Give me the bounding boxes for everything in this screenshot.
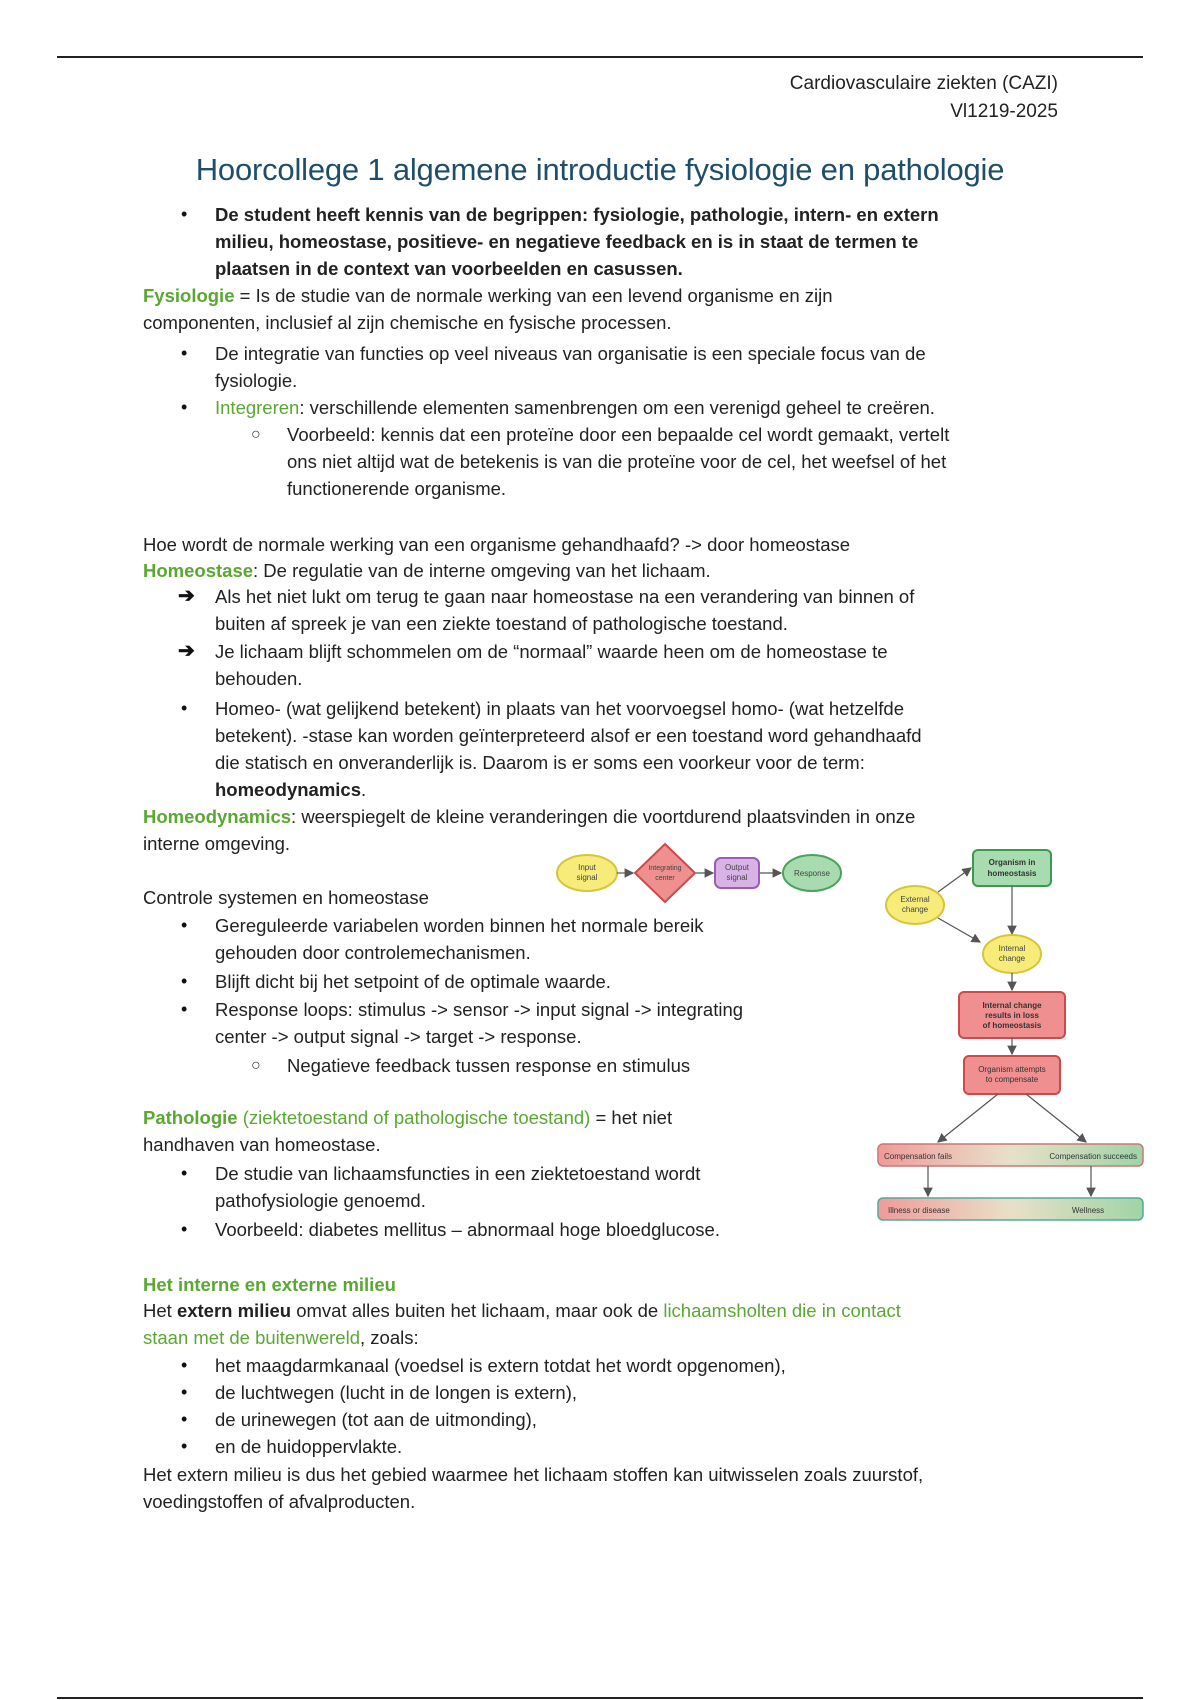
bullet-dot: •: [181, 698, 188, 718]
input-signal-label: signal: [576, 873, 598, 882]
pathologie-bullet-2: Voorbeeld: diabetes mellitus – abnormaal hoge bloedglucose.: [215, 1219, 720, 1240]
homeodynamics-bold: homeodynamics: [215, 779, 361, 800]
sub-bullet-circle: ○: [251, 426, 261, 443]
input-signal-label: Input: [578, 863, 596, 872]
wellness-label: Wellness: [1071, 1206, 1105, 1215]
bullet-dot: •: [181, 1436, 188, 1456]
flow-arrow: [938, 1094, 998, 1142]
bullet-dot: •: [181, 204, 188, 224]
milieu-heading: Het interne en externe milieu: [143, 1274, 396, 1295]
integrating-center-label: Integrating: [648, 865, 682, 872]
organism-label: homeostasis: [987, 869, 1037, 878]
bullet-dot: •: [181, 1355, 188, 1375]
fysiologie-term: Fysiologie: [143, 285, 235, 306]
bullet-dot: •: [181, 999, 188, 1019]
homeodynamics-definition: Homeodynamics: weerspiegelt de kleine veranderingen die voortdurend plaatsvinden in onze interne omgeving.: [143, 806, 916, 854]
compensation-succeeds-label: Compensation succeeds: [1049, 1152, 1137, 1161]
milieu-item: de luchtwegen (lucht in de longen is extern),: [215, 1382, 577, 1403]
loss-label: of homeostasis: [982, 1021, 1042, 1030]
course-code: Vl1219-2025: [950, 101, 1058, 122]
output-signal-label: Output: [724, 863, 750, 872]
fysiologie-example: Voorbeeld: kennis dat een proteïne door een bepaalde cel wordt gemaakt, vertelt ons niet altijd wat de betekenis is van die proteïne voor de cel, het weefsel of het functionerende organisme.: [287, 424, 950, 499]
pathologie-term: Pathologie: [143, 1107, 238, 1128]
homeostase-bullet: Homeo- (wat gelijkend betekent) in plaats van het voorvoegsel homo- (wat hetzelfde betekent). -stase kan worden geïnterpreteerd alsof er een toestand word gehandhaafd die statisch en onveranderlijk is. Daarom is er soms een voorkeur voor de term: homeodynamics.: [215, 698, 922, 800]
controle-sub: Negatieve feedback tussen response en stimulus: [287, 1055, 691, 1076]
controle-bullet-1: Gereguleerde variabelen worden binnen het normale bereik gehouden door controlemechanismen.: [215, 915, 704, 963]
internal-change-label: Internal: [998, 944, 1026, 953]
milieu-paragraph-2: Het extern milieu is dus het gebied waarmee het lichaam stoffen kan uitwisselen zoals zuurstof, voedingstoffen of afvalproducten.: [143, 1464, 924, 1512]
loss-label: results in loss: [985, 1011, 1039, 1020]
homeodynamics-term: Homeodynamics: [143, 806, 292, 827]
arrow-right-icon: ➔: [178, 640, 195, 662]
attempts-label: to compensate: [985, 1075, 1039, 1084]
homeostase-arrow-1: Als het niet lukt om terug te gaan naar homeostase na een verandering van binnen of buiten af spreek je van een ziekte toestand of pathologische toestand.: [215, 586, 915, 634]
homeostase-term: Homeostase: [143, 560, 254, 581]
homeostase-question: Hoe wordt de normale werking van een organisme gehandhaafd? -> door homeostase: [143, 534, 851, 555]
bullet-dot: •: [181, 915, 188, 935]
internal-change-label: change: [998, 954, 1026, 963]
illness-label: Illness or disease: [888, 1206, 950, 1215]
external-change-label: change: [901, 905, 929, 914]
integrating-center-label: center: [655, 875, 675, 882]
fysiologie-definition: Fysiologie = Is de studie van de normale werking van een levend organisme en zijn componenten, inclusief al zijn chemische en fysische processen.: [143, 285, 833, 333]
bullet-dot: •: [181, 1382, 188, 1402]
integrating-center-node: [635, 844, 695, 902]
loss-label: Internal change: [982, 1001, 1042, 1010]
organism-in-homeostasis-node: [973, 850, 1051, 886]
response-label: Response: [793, 869, 831, 878]
bottom-rule: [57, 1697, 1143, 1699]
page-header: [790, 70, 1058, 126]
arrow-right-icon: ➔: [178, 585, 195, 607]
top-rule: [57, 56, 1143, 58]
bullet-dot: •: [181, 1163, 188, 1183]
flow-arrow: [938, 868, 971, 892]
flow-arrow: [1026, 1094, 1086, 1142]
controle-bullet-2: Blijft dicht bij het setpoint of de optimale waarde.: [215, 971, 611, 992]
fysiologie-bullet-1: De integratie van functies op veel niveaus van organisatie is een speciale focus van de fysiologie.: [215, 343, 926, 391]
learning-goal: De student heeft kennis van de begrippen: fysiologie, pathologie, intern- en extern milieu, homeostase, positieve- en negatieve feedback en is in staat de termen te plaatsen in de context van voorbeelden en casussen.: [215, 204, 939, 279]
organism-label: Organism in: [988, 858, 1036, 867]
controle-heading: Controle systemen en homeostase: [143, 887, 429, 908]
bullet-dot: •: [181, 343, 188, 363]
controle-bullet-3: Response loops: stimulus -> sensor -> input signal -> integrating center -> output signal -> target -> response.: [215, 999, 744, 1047]
bullet-dot: •: [181, 1219, 188, 1239]
response-loop-diagram: [555, 840, 845, 906]
course-name: Cardiovasculaire ziekten (CAZI): [789, 73, 1058, 94]
homeostasis-flow-diagram: [868, 842, 1150, 1230]
pathologie-bullet-1: De studie van lichaamsfuncties in een ziektetoestand wordt pathofysiologie genoemd.: [215, 1163, 701, 1211]
bullet-dot: •: [181, 1409, 188, 1429]
milieu-paragraph-1: Het extern milieu omvat alles buiten het lichaam, maar ook de lichaamsholten die in contact staan met de buitenwereld, zoals:: [143, 1300, 901, 1348]
milieu-item: en de huidoppervlakte.: [215, 1436, 403, 1457]
homeostase-arrow-2: Je lichaam blijft schommelen om de “normaal” waarde heen om de homeostase te behouden.: [215, 641, 888, 689]
bullet-dot: •: [181, 397, 188, 417]
milieu-item: het maagdarmkanaal (voedsel is extern totdat het wordt opgenomen),: [215, 1355, 786, 1376]
integreren-term: Integreren: [215, 397, 300, 418]
sub-bullet-circle: ○: [251, 1057, 261, 1074]
pathologie-definition: Pathologie (ziektetoestand of pathologische toestand) = het niet handhaven van homeostase.: [143, 1107, 673, 1155]
output-signal-label: signal: [726, 873, 748, 882]
bullet-dot: •: [181, 971, 188, 991]
flow-arrow: [938, 918, 980, 942]
fysiologie-bullet-2: Integreren: verschillende elementen samenbrengen om een verenigd geheel te creëren.: [215, 397, 935, 418]
page-title: Hoorcollege 1 algemene introductie fysiologie en pathologie: [195, 152, 1005, 187]
homeostase-definition: Homeostase: De regulatie van de interne omgeving van het lichaam.: [143, 560, 711, 581]
compensation-fails-label: Compensation fails: [884, 1152, 953, 1161]
external-change-label: External: [900, 895, 930, 904]
milieu-item: de urinewegen (tot aan de uitmonding),: [215, 1409, 537, 1430]
attempts-label: Organism attempts: [978, 1065, 1046, 1074]
